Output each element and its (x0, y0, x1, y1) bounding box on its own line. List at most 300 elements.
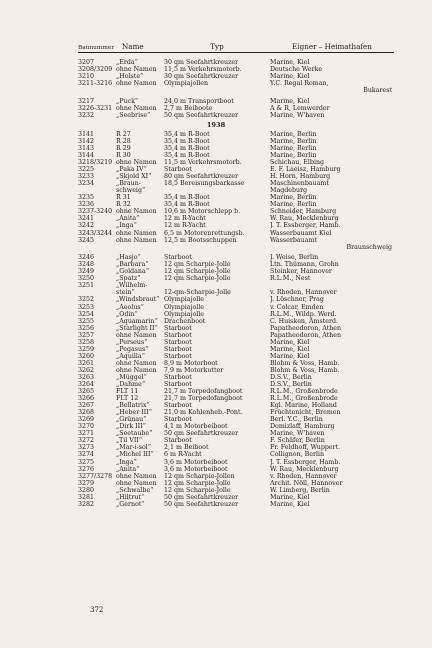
cell-eigner: R.L.M., Großenbrode (270, 395, 338, 403)
cell-baunummer: 3269 (78, 416, 95, 424)
cell-eigner: Marine, Kiel (270, 97, 310, 105)
cell-baunummer: 3277/3278 (78, 472, 113, 480)
cell-name: „Perseus“ (116, 338, 148, 346)
table-body (78, 53, 394, 508)
cell-typ: 12 qm Scharpie-Jolle (164, 479, 231, 487)
ship-list-page (78, 40, 394, 508)
cell-typ: 30 qm Seefahrtkreuzer (164, 73, 239, 81)
cell-eigner: Blohm & Voss, Hamb. (270, 359, 340, 367)
table-row (78, 339, 394, 346)
table-row (78, 105, 394, 112)
table-row (78, 201, 394, 208)
cell-baunummer: 3273 (78, 444, 95, 452)
table-header (78, 40, 394, 53)
cell-name: ohne Namen (116, 66, 157, 74)
cell-baunummer: 3207 (78, 59, 95, 66)
header-eigner: Eigner – Heimathafen (292, 42, 372, 51)
cell-typ: Starboot (164, 373, 192, 381)
cell-baunummer: 3258 (78, 338, 95, 346)
table-row (78, 480, 394, 487)
cell-baunummer: 3276 (78, 465, 95, 473)
cell-baunummer: 3208/3209 (78, 66, 113, 74)
cell-typ: 80 qm Seefahrtkreuzer (164, 173, 239, 181)
cell-eigner: Y.C. Regal Roman, (270, 80, 329, 88)
table-row (78, 159, 394, 166)
cell-name: R 27 (116, 130, 131, 138)
table-row (78, 423, 394, 430)
cell-typ: 11,5 m Verkehrsmotorb. (164, 159, 242, 167)
cell-eigner: R.L.M., Nest (270, 275, 311, 283)
cell-baunummer: 3237-3240 (78, 208, 113, 216)
cell-baunummer: 3261 (78, 359, 95, 367)
cell-baunummer (78, 187, 116, 194)
cell-typ: Starboot (164, 166, 192, 174)
cell-eigner: C. Huisken, Amsterd. (270, 317, 339, 325)
cell-typ: 18,5 Bereisungsbarkasse (164, 180, 245, 188)
cell-eigner: Blohm & Voss, Hamb. (270, 366, 340, 374)
cell-typ: 4,1 m Motorbeiboot (164, 423, 228, 431)
cell-typ: 12,5 m Bootsschuppen (164, 236, 237, 244)
cell-eigner: A & R, Lemwerder (270, 104, 330, 112)
cell-name: „Michel III“ (116, 451, 154, 459)
cell-baunummer (78, 289, 116, 296)
cell-eigner: Magdeburg (270, 187, 308, 195)
cell-eigner: Steinker, Hannover (270, 268, 332, 276)
cell-baunummer: 3141 (78, 130, 95, 138)
page-number: 372 (90, 606, 104, 614)
cell-eigner: Marine, Berlin (270, 144, 317, 152)
cell-name: „Hasjo“ (116, 254, 141, 262)
cell-baunummer: 3241 (78, 215, 95, 223)
table-row (78, 395, 394, 402)
table-row (78, 112, 394, 119)
cell-eigner: R.L.M., Wildp. Werd. (270, 310, 337, 318)
cell-eigner: Marine, W'haven (270, 111, 325, 119)
cell-typ: 24,0 m Transportboot (164, 97, 234, 105)
cell-name: ohne Namen (116, 229, 157, 237)
table-row (78, 268, 394, 275)
cell-name: „Til VII“ (116, 437, 143, 445)
cell-eigner: Bukarest (363, 87, 392, 95)
cell-typ: 11,5 m Verkehrsmotorb. (164, 66, 242, 74)
table-row (78, 367, 394, 374)
cell-baunummer: 3142 (78, 137, 95, 145)
cell-typ: 21,7 m Torpedofangboot (164, 388, 243, 396)
table-row (78, 318, 394, 325)
cell-eigner: Marine, Kiel (270, 59, 310, 66)
cell-baunummer: 3226-3231 (78, 104, 113, 112)
cell-baunummer: 3246 (78, 254, 95, 262)
cell-typ: 6,5 m Motorenrettungsb. (164, 229, 245, 237)
cell-baunummer: 3251 (78, 282, 95, 290)
table-row (78, 173, 394, 180)
cell-baunummer: 3272 (78, 437, 95, 445)
cell-eigner (270, 282, 394, 289)
cell-eigner: W. Limberg, Berlin (270, 486, 330, 494)
cell-typ: Starboot (164, 338, 192, 346)
cell-name: „Inga“ (116, 222, 137, 230)
cell-eigner: Marine, W'haven (270, 430, 325, 438)
table-row (78, 138, 394, 145)
cell-typ: Olympiajolle (164, 303, 205, 311)
cell-eigner: Schneider, Hamburg (270, 208, 337, 216)
cell-eigner: W. Rau, Mecklenburg (270, 215, 339, 223)
cell-typ: 50 qm Seefahrtkreuzer (164, 500, 239, 508)
cell-name: „Paka IV“ (116, 166, 147, 174)
cell-baunummer: 3275 (78, 458, 95, 466)
cell-eigner: Ltn. Thümann, Grohn (270, 261, 339, 269)
cell-baunummer: 3225 (78, 166, 95, 174)
cell-name: „Seetaube“ (116, 430, 153, 438)
cell-typ: Starboot (164, 345, 192, 353)
cell-baunummer: 3243/3244 (78, 229, 113, 237)
table-row (78, 237, 394, 244)
cell-typ: 12 qm Scharpie-Jolle (164, 261, 231, 269)
table-row (78, 346, 394, 353)
table-row (78, 360, 394, 367)
cell-eigner: Wasserbauamt (270, 236, 317, 244)
table-row (78, 166, 394, 173)
cell-name: schweig“ (116, 187, 146, 195)
cell-name: „Anita“ (116, 215, 140, 223)
cell-baunummer: 3233 (78, 173, 95, 181)
cell-baunummer: 3211-3216 (78, 80, 113, 88)
cell-baunummer: 3143 (78, 144, 95, 152)
cell-baunummer: 3242 (78, 222, 95, 230)
table-row (78, 296, 394, 303)
cell-typ: 2,7 m Beiboote (164, 104, 213, 112)
header-name: Name (122, 42, 144, 51)
table-row (78, 332, 394, 339)
cell-name: „Inga“ (116, 458, 137, 466)
cell-name: ohne Namen (116, 331, 157, 339)
cell-eigner: Maschinenbauamt (270, 180, 329, 188)
cell-name: „Aeolus“ (116, 303, 144, 311)
table-row (78, 66, 394, 73)
cell-name: „Erda“ (116, 59, 138, 66)
cell-typ (164, 187, 270, 194)
cell-baunummer: 3267 (78, 402, 95, 410)
cell-typ: Drachenboot (164, 317, 206, 325)
cell-baunummer: 3271 (78, 430, 95, 438)
cell-name: „Mar-i-sol“ (116, 444, 151, 452)
cell-eigner: Papatheodoron, Athen (270, 324, 342, 332)
cell-name: stein“ (116, 289, 135, 297)
cell-typ: 3,6 m Motorbeiboot (164, 458, 228, 466)
table-row (78, 215, 394, 222)
cell-name: R 29 (116, 144, 131, 152)
cell-eigner: Fr. Feldhoff, Wuppert. (270, 444, 341, 452)
cell-eigner: J. Löschner, Prag (270, 296, 324, 304)
cell-eigner: Marine, Kiel (270, 345, 310, 353)
cell-typ: Starboot (164, 381, 192, 389)
cell-eigner: H. Horn, Hamburg (270, 173, 331, 181)
cell-eigner: D.S.V., Berlin (270, 381, 312, 389)
cell-eigner: Papatheodoron, Athen (270, 331, 342, 339)
cell-eigner: Marine, Kiel (270, 500, 310, 508)
cell-typ: 21,7 m Torpedofangboot (164, 395, 243, 403)
table-row (78, 261, 394, 268)
cell-eigner: Marine, Berlin (270, 137, 317, 145)
cell-name: FLT 11 (116, 388, 139, 396)
cell-typ: 12 qm Scharpie-Jolle (164, 268, 231, 276)
cell-eigner: Marine, Berlin (270, 194, 317, 202)
cell-name: ohne Namen (116, 366, 157, 374)
cell-baunummer: 3268 (78, 409, 95, 417)
cell-eigner: v. Colcar, Emden (270, 303, 324, 311)
cell-name (116, 87, 164, 94)
year-heading: 1938 (206, 120, 226, 129)
cell-name: ohne Namen (116, 359, 157, 367)
cell-name: „Spatz“ (116, 275, 141, 283)
table-row (78, 289, 394, 296)
cell-eigner: F. Schäfer, Berlin (270, 437, 325, 445)
table-row (78, 145, 394, 152)
cell-name: „Wilhelm- (116, 282, 148, 290)
cell-baunummer: 3254 (78, 310, 95, 318)
table-row (78, 80, 394, 87)
table-row (78, 466, 394, 473)
cell-baunummer: 3245 (78, 236, 95, 244)
table-row (78, 73, 394, 80)
table-row (78, 437, 394, 444)
cell-name: „Aquamarin“ (116, 317, 158, 325)
cell-baunummer: 3248 (78, 261, 95, 269)
cell-name: „Anita“ (116, 465, 140, 473)
cell-name: „Odin“ (116, 310, 138, 318)
cell-baunummer: 3210 (78, 73, 95, 81)
cell-name: „Pegasus“ (116, 345, 149, 353)
cell-typ: 6 m R-Yacht (164, 451, 202, 459)
cell-typ: 21,0 m Kohlenheb.-Pont. (164, 409, 243, 417)
cell-eigner: R.L.M., Großenbrode (270, 388, 338, 396)
cell-typ: 10,6 m Motorschlepp b. (164, 208, 241, 216)
table-row (78, 402, 394, 409)
cell-name: R 31 (116, 194, 131, 202)
cell-eigner: Collignon, Berlin (270, 451, 325, 459)
header-baunummer: Baunummer (78, 45, 115, 51)
cell-name: ohne Namen (116, 80, 157, 88)
table-row (78, 409, 394, 416)
cell-baunummer (78, 87, 116, 94)
cell-baunummer: 3218/3219 (78, 159, 113, 167)
cell-name: „Goldana“ (116, 268, 149, 276)
table-row (78, 473, 394, 480)
table-row (78, 444, 394, 451)
cell-eigner: J. T. Essberger, Hamb. (270, 458, 341, 466)
cell-typ: 50 qm Seefahrtkreuzer (164, 493, 239, 501)
cell-name: ohne Namen (116, 208, 157, 216)
cell-typ (164, 87, 270, 94)
table-row (78, 222, 394, 229)
cell-eigner: J. T. Essberger, Hamb. (270, 222, 341, 230)
table-row (78, 416, 394, 423)
cell-name: ohne Namen (116, 472, 157, 480)
cell-typ: 12 m R-Yacht (164, 215, 206, 223)
cell-name: R 32 (116, 201, 131, 209)
cell-name: R 30 (116, 152, 131, 160)
cell-typ: 12-qm-Scharpie-Jolle (164, 289, 231, 297)
cell-eigner: J. Weise, Berlin (270, 254, 319, 262)
cell-baunummer: 3266 (78, 395, 95, 403)
cell-baunummer: 3252 (78, 296, 95, 304)
table-row (78, 451, 394, 458)
table-row (78, 244, 394, 251)
cell-typ: 12 qm Scharpie-Jolle (164, 486, 231, 494)
table-row (78, 430, 394, 437)
cell-name: „Puck“ (116, 97, 139, 105)
cell-typ: 7,9 m Motorkutter (164, 366, 224, 374)
table-row (78, 374, 394, 381)
table-row (78, 187, 394, 194)
table-row (78, 494, 394, 501)
cell-baunummer: 3256 (78, 324, 95, 332)
cell-baunummer: 3279 (78, 479, 95, 487)
cell-eigner: Schichau, Elbing (270, 159, 325, 167)
cell-typ: 35,4 m R-Boot (164, 194, 210, 202)
cell-baunummer: 3265 (78, 388, 95, 396)
table-row (78, 381, 394, 388)
cell-eigner: W. Rau, Mecklenburg (270, 465, 339, 473)
cell-eigner: Marine, Kiel (270, 73, 310, 81)
cell-baunummer: 3262 (78, 366, 95, 374)
header-typ: Typ (210, 42, 224, 51)
table-row (78, 353, 394, 360)
table-row (78, 194, 394, 201)
cell-eigner: Früchtenicht, Bremen (270, 409, 341, 417)
cell-typ: 35,4 m R-Boot (164, 201, 210, 209)
table-row (78, 87, 394, 94)
cell-typ: 12 m R-Yacht (164, 222, 206, 230)
table-row (78, 325, 394, 332)
cell-typ: 12 qm Scharpie-Jollen (164, 472, 235, 480)
cell-baunummer: 3236 (78, 201, 95, 209)
cell-name: ohne Namen (116, 236, 157, 244)
cell-typ: 50 qm Seefahrtkreuzer (164, 430, 239, 438)
cell-baunummer: 3281 (78, 493, 95, 501)
table-row (78, 180, 394, 187)
cell-typ: Olympiajollen (164, 80, 209, 88)
cell-name: ohne Namen (116, 159, 157, 167)
cell-name: „Grünau“ (116, 416, 147, 424)
cell-baunummer (78, 244, 116, 251)
cell-eigner: Deutsche Werke (270, 66, 323, 74)
cell-baunummer: 3264 (78, 381, 95, 389)
cell-name: „Schwalbe“ (116, 486, 154, 494)
table-row (78, 282, 394, 289)
cell-baunummer: 3232 (78, 111, 95, 119)
cell-eigner: Marine, Berlin (270, 130, 317, 138)
cell-baunummer: 3260 (78, 352, 95, 360)
cell-name: „Braun- (116, 180, 141, 188)
cell-eigner: Archit. Nöll, Hannover (270, 479, 343, 487)
cell-typ: Olympiajolle (164, 310, 205, 318)
cell-typ: 35,4 m R-Boot (164, 144, 210, 152)
cell-baunummer: 3274 (78, 451, 95, 459)
cell-baunummer: 3263 (78, 373, 95, 381)
table-row (78, 388, 394, 395)
cell-eigner: Braunschweig (346, 243, 392, 251)
cell-baunummer: 3259 (78, 345, 95, 353)
cell-baunummer: 3257 (78, 331, 95, 339)
cell-baunummer: 3234 (78, 180, 95, 188)
cell-baunummer: 3282 (78, 500, 95, 508)
cell-eigner: Marine, Kiel (270, 338, 310, 346)
table-row (78, 459, 394, 466)
cell-name (116, 244, 164, 251)
cell-typ: Starboot (164, 324, 192, 332)
cell-baunummer: 3235 (78, 194, 95, 202)
cell-typ: 8,9 m Motorboot (164, 359, 218, 367)
cell-baunummer: 3144 (78, 152, 95, 160)
cell-eigner: Marine, Kiel (270, 493, 310, 501)
table-row (78, 501, 394, 508)
cell-typ: 35,4 m R-Boot (164, 130, 210, 138)
cell-eigner: Kgl. Marine, Holland (270, 402, 337, 410)
cell-typ: Starboot (164, 416, 192, 424)
cell-name: FLT 12 (116, 395, 139, 403)
cell-name: „Windsbraut“ (116, 296, 160, 304)
cell-eigner: D.S.V., Berlin (270, 373, 312, 381)
cell-typ: 30 qm Seefahrtkreuzer (164, 59, 239, 66)
cell-name: ohne Namen (116, 104, 157, 112)
cell-typ: Starboot (164, 254, 192, 262)
table-row (78, 311, 394, 318)
table-row (78, 304, 394, 311)
cell-name: „Müggel“ (116, 373, 147, 381)
table-row (78, 131, 394, 138)
cell-name: „Skjold XI“ (116, 173, 152, 181)
cell-baunummer: 3217 (78, 97, 95, 105)
cell-typ: 3,6 m Motorbeiboot (164, 465, 228, 473)
cell-typ: Starboot (164, 331, 192, 339)
cell-name: „Heber III“ (116, 409, 152, 417)
cell-baunummer: 3253 (78, 303, 95, 311)
cell-name: „Dirk III“ (116, 423, 146, 431)
cell-name: „Dahme“ (116, 381, 146, 389)
cell-name: „Seebrise“ (116, 111, 151, 119)
cell-eigner: E. F. Laeisz, Hamburg (270, 166, 341, 174)
cell-name: „Starlight II“ (116, 324, 158, 332)
cell-eigner: Marine, Berlin (270, 152, 317, 160)
cell-name: „Aquilla“ (116, 352, 145, 360)
cell-eigner: v. Rhoden, Hannover (270, 289, 337, 297)
cell-name: R 28 (116, 137, 131, 145)
table-row (78, 98, 394, 105)
table-row (78, 208, 394, 215)
table-row (78, 487, 394, 494)
cell-name: „Bellatrix“ (116, 402, 150, 410)
cell-typ: Starboot (164, 402, 192, 410)
cell-typ: 35,4 m R-Boot (164, 137, 210, 145)
cell-name: „Holste“ (116, 73, 144, 81)
cell-typ: Starboot (164, 437, 192, 445)
cell-typ: Starboot (164, 352, 192, 360)
cell-typ: 50 qm Seefahrtkreuzer (164, 111, 239, 119)
cell-typ: 12 qm Scharpie-Jolle (164, 275, 231, 283)
cell-baunummer: 3250 (78, 275, 95, 283)
cell-eigner: Wasserbauamt Kiel (270, 229, 332, 237)
cell-typ: 35,4 m R-Boot (164, 152, 210, 160)
cell-typ: Olympiajolle (164, 296, 205, 304)
cell-eigner: Domizlaff, Hamburg (270, 423, 335, 431)
cell-baunummer: 3280 (78, 486, 95, 494)
cell-baunummer: 3270 (78, 423, 95, 431)
cell-typ (164, 244, 270, 251)
table-row (78, 59, 394, 66)
table-row (78, 152, 394, 159)
cell-typ: 2,1 m Beiboot (164, 444, 209, 452)
